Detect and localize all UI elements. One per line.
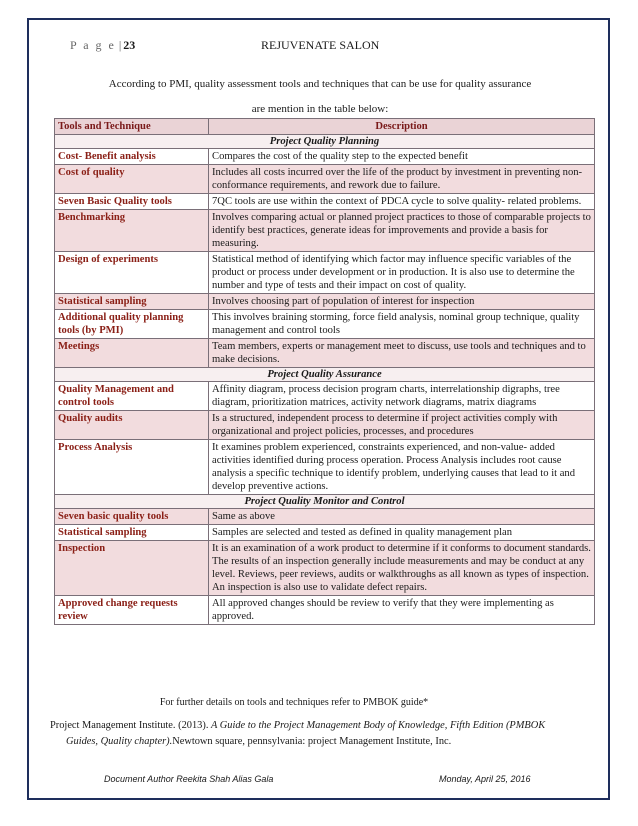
section-title: Project Quality Assurance <box>55 368 595 382</box>
intro-line-1: According to PMI, quality assessment tools and techniques that can be use for quality assurance <box>108 78 532 90</box>
tool-description: Same as above <box>209 509 595 525</box>
intro-line-2: are mention in the table below: <box>251 103 389 115</box>
tool-name: Meetings <box>55 339 209 368</box>
tool-description: Involves comparing actual or planned project practices to those of comparable projects to identify best practices, generate ideas for improvements and provide a basis for measuring. <box>209 210 595 252</box>
document-title: REJUVENATE SALON <box>261 38 380 52</box>
table-row <box>55 310 595 339</box>
tool-description: Involves choosing part of population of interest for inspection <box>209 294 595 310</box>
page-label: P a g e <box>70 38 116 52</box>
table-row <box>55 411 595 440</box>
section-header-row <box>55 495 595 509</box>
tool-description: Compares the cost of the quality step to the expected benefit <box>209 149 595 165</box>
tool-name: Inspection <box>55 541 209 596</box>
tool-description: Is a structured, independent process to determine if project activities comply with organizational and project policies, processes, and procedures <box>209 411 595 440</box>
reference-publisher: Newtown square, pennsylvania: project Management Institute, Inc. <box>172 736 452 747</box>
table-body <box>55 135 595 625</box>
tool-description: 7QC tools are use within the context of PDCA cycle to solve quality- related problems. <box>209 194 595 210</box>
table-row <box>55 509 595 525</box>
tool-name: Design of experiments <box>55 252 209 294</box>
page-separator: | <box>118 38 124 52</box>
tool-name: Statistical sampling <box>55 294 209 310</box>
table-row <box>55 294 595 310</box>
footnote: For further details on tools and techniques refer to PMBOK guide* <box>159 697 429 708</box>
page-number: 23 <box>123 38 136 52</box>
tool-name: Process Analysis <box>55 440 209 495</box>
tool-name: Cost of quality <box>55 165 209 194</box>
tool-description: Affinity diagram, process decision program charts, interrelationship digraphs, tree diagram, prioritization matrices, activity network diagrams, matrix diagrams <box>209 382 595 411</box>
tool-description: Samples are selected and tested as defined in quality management plan <box>209 525 595 541</box>
tool-description: This involves braining storming, force field analysis, nominal group technique, quality management and control tools <box>209 310 595 339</box>
table-row <box>55 210 595 252</box>
reference-title-continued: Guides, Quality chapter). <box>66 736 173 747</box>
reference-citation <box>50 718 590 750</box>
table-row <box>55 339 595 368</box>
tool-name: Seven Basic Quality tools <box>55 194 209 210</box>
table-row <box>55 440 595 495</box>
intro-paragraph <box>50 72 590 122</box>
section-header-row <box>55 135 595 149</box>
tool-description: Includes all costs incurred over the life of the product by investment in preventing non- conformance requirements, and rework due to failure. <box>209 165 595 194</box>
column-header-tool: Tools and Technique <box>55 119 209 135</box>
reference-prefix: Project Management Institute. (2013). <box>50 720 212 731</box>
quality-tools-table <box>54 118 595 625</box>
tool-name: Quality Management and control tools <box>55 382 209 411</box>
table-row <box>55 525 595 541</box>
section-title: Project Quality Planning <box>55 135 595 149</box>
table-row <box>55 541 595 596</box>
footer-date: Monday, April 25, 2016 <box>439 774 531 784</box>
table-row <box>55 149 595 165</box>
tool-name: Quality audits <box>55 411 209 440</box>
reference-title: A Guide to the Project Management Body of Knowledge, Fifth Edition (PMBOK <box>211 720 546 731</box>
section-header-row <box>55 368 595 382</box>
table-row <box>55 382 595 411</box>
tool-name: Benchmarking <box>55 210 209 252</box>
tool-name: Seven basic quality tools <box>55 509 209 525</box>
table-row <box>55 252 595 294</box>
tool-description: It is an examination of a work product to determine if it conforms to document standards. The results of an inspection generally include measurements and may be conduct at any level. Reviews, peer reviews, audits or walkthroughs as all known as types of inspection. An inspection is also use to validate defect repairs. <box>209 541 595 596</box>
tool-description: All approved changes should be review to verify that they were implementing as approved. <box>209 596 595 625</box>
tool-name: Cost- Benefit analysis <box>55 149 209 165</box>
column-header-description: Description <box>209 119 595 135</box>
tool-name: Additional quality planning tools (by PMI) <box>55 310 209 339</box>
tool-name: Approved change requests review <box>55 596 209 625</box>
tool-description: Statistical method of identifying which factor may influence specific variables of the product or process under development or in production. It is also use to determine the number and type of tests and their impact on cost of quality. <box>209 252 595 294</box>
tool-description: Team members, experts or management meet to discuss, use tools and techniques and to make decisions. <box>209 339 595 368</box>
footer-author: Document Author Reekita Shah Alias Gala <box>104 774 274 784</box>
table-row <box>55 165 595 194</box>
table-row <box>55 596 595 625</box>
tool-name: Statistical sampling <box>55 525 209 541</box>
tool-description: It examines problem experienced, constraints experienced, and non-value- added activities identified during process operation. Process Analysis includes root cause analysis a specific technique to identify problem, underlying causes that lead to it and develop preventive actions. <box>209 440 595 495</box>
table-row <box>55 194 595 210</box>
page-header <box>70 38 135 53</box>
section-title: Project Quality Monitor and Control <box>55 495 595 509</box>
